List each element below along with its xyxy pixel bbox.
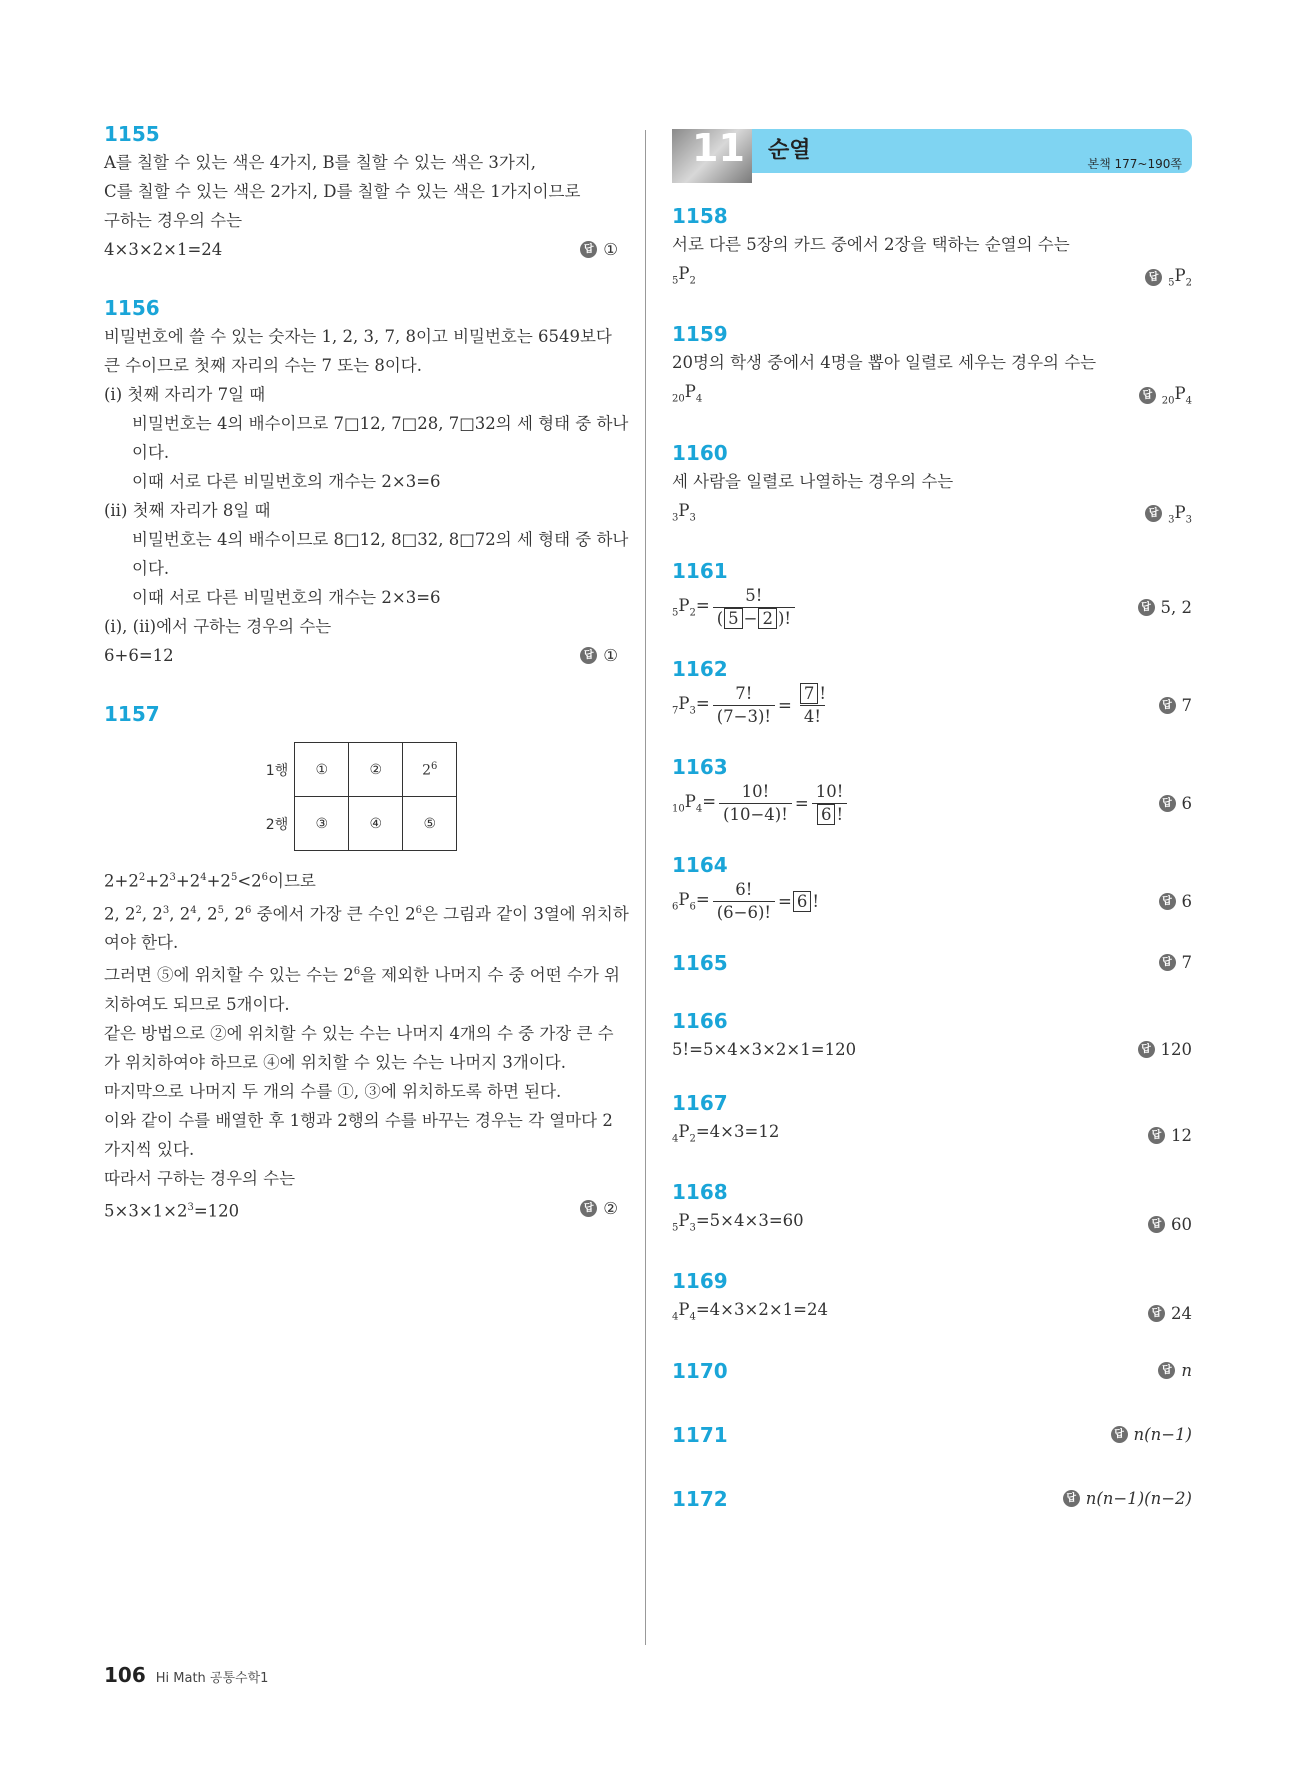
- answer: [1148, 1126, 1192, 1145]
- perm-r: 3: [689, 511, 696, 523]
- answer-badge-icon: 답: [1138, 599, 1155, 616]
- answer-value: 7: [1181, 695, 1192, 715]
- answer-badge-icon: 답: [580, 241, 597, 258]
- text-line: 이때 서로 다른 비밀번호의 개수는 2×3=6: [132, 472, 441, 491]
- formula: $_7P_3=$ $\frac{7!}{(7-3)!}$ = $\frac{7 !}{4!}$: [672, 683, 833, 728]
- problem-number: 1164: [672, 852, 728, 877]
- problem-1162: [672, 655, 1192, 728]
- fraction: [812, 781, 848, 826]
- answer-value: n(n−1)(n−2): [1085, 1489, 1192, 1509]
- formula-rest: =5×4×3=60: [695, 1211, 804, 1231]
- answer: [580, 1199, 618, 1218]
- text-line: A를 칠할 수 있는 색은 4가지, B를 칠할 수 있는 색은 3가지,: [104, 153, 536, 172]
- denominator: 6 !: [812, 803, 847, 826]
- denominator: 4!: [800, 705, 825, 728]
- perm-r: 2: [1185, 277, 1192, 289]
- text-line: 큰 수이므로 첫째 자리의 수는 7 또는 8이다.: [104, 356, 422, 375]
- perm-n: 20: [672, 393, 685, 405]
- problem-number: 1162: [672, 656, 728, 681]
- page-footer: [104, 1663, 268, 1687]
- answer-value: ②: [603, 1199, 618, 1219]
- text-line: (ⅰ), (ⅱ)에서 구하는 경우의 수는: [104, 617, 332, 636]
- problem-1166: [672, 1007, 1192, 1064]
- fraction: [713, 879, 775, 924]
- text-line: 그러면 ⑤에 위치할 수 있는 수는 $2^6$을 제외한 나머지 수 중 어떤 수가 위: [104, 965, 620, 985]
- text-line: C를 칠할 수 있는 색은 2가지, D를 칠할 수 있는 색은 1가지이므로: [104, 182, 581, 201]
- problem-number: 1168: [672, 1180, 728, 1205]
- answer: [1159, 794, 1193, 813]
- problem-1157: [104, 700, 629, 1225]
- answer: [1138, 1040, 1193, 1059]
- text-line: 가지씩 있다.: [104, 1139, 195, 1159]
- left-column: [104, 120, 629, 1255]
- perm-n: 6: [672, 901, 679, 913]
- problem-1164: [672, 851, 1192, 924]
- perm-r: 4: [689, 1311, 696, 1323]
- problem-number: 1159: [672, 322, 728, 347]
- problem-1171: [672, 1421, 1192, 1449]
- problem-number: 1157: [104, 702, 160, 726]
- perm-r: 4: [695, 393, 703, 405]
- perm-r: 4: [1185, 395, 1192, 407]
- answer: [1158, 1361, 1192, 1380]
- answer: 답 $_5P_2$: [1145, 266, 1192, 288]
- formula: $_{10}P_4=$ $\frac{10!}{(10-4)!}$ = $\frac{10!}{6 !}$: [672, 781, 850, 826]
- denominator: (7−3)!: [713, 705, 775, 728]
- text-run: 은 그림과 같이 3열에 위치하: [422, 904, 629, 923]
- answer-badge-icon: 답: [580, 647, 597, 664]
- formula: $_3P_3$: [672, 500, 696, 523]
- numerator: 5!: [745, 585, 763, 605]
- perm-r: 6: [689, 901, 696, 913]
- problem-1161: [672, 557, 1192, 630]
- answer-value: n: [1181, 1361, 1192, 1381]
- problem-1163: [672, 753, 1192, 826]
- text-line: 여야 한다.: [104, 933, 179, 952]
- formula: $_4P_4=4\times 3\times 2\times 1=24$: [672, 1300, 828, 1323]
- problem-number: 1160: [672, 440, 728, 465]
- text-line: 세 사람을 일렬로 나열하는 경우의 수는: [672, 471, 954, 491]
- inequality-line: $2+2^2+2^3+2^4+2^5<2^6$이므로: [104, 871, 316, 891]
- formula-exponent: 3: [187, 1201, 194, 1213]
- problem-1170: [672, 1357, 1192, 1385]
- perm-n: 3: [672, 511, 679, 523]
- problem-1158: [672, 202, 1192, 295]
- answer-badge-icon: 답: [1159, 893, 1176, 910]
- perm-n: 4: [672, 1133, 679, 1145]
- formula: 5!=5×4×3×2×1=120: [672, 1039, 857, 1059]
- perm-n: 20: [1161, 395, 1175, 407]
- problem-number: 1170: [672, 1358, 728, 1383]
- problem-number: 1172: [672, 1486, 728, 1511]
- answer: [1159, 696, 1193, 715]
- answer-badge-icon: 답: [580, 1200, 597, 1217]
- answer-badge-icon: 답: [1159, 795, 1176, 812]
- formula: $_5P_2=$ $\frac{5!}{( 5 - 2 )!}$: [672, 585, 798, 630]
- problem-number: 1155: [104, 122, 160, 146]
- numerator: 7!: [735, 683, 753, 703]
- problem-1159: [672, 320, 1192, 413]
- denominator: (10−4)!: [719, 803, 792, 826]
- answer: [1159, 953, 1193, 972]
- perm-r: 2: [689, 275, 696, 287]
- grid-cell: ④: [349, 797, 403, 851]
- answer-value: 120: [1160, 1039, 1192, 1059]
- text-line: 치하여도 되므로 5개이다.: [104, 994, 290, 1014]
- answer-badge-icon: 답: [1158, 1362, 1175, 1379]
- problem-number: 1166: [672, 1008, 728, 1033]
- problem-number: 1167: [672, 1090, 728, 1115]
- arrangement-grid: [265, 742, 457, 851]
- answer-badge-icon: 답: [1148, 1127, 1165, 1144]
- problem-1167: [672, 1089, 1192, 1153]
- text-line: 이때 서로 다른 비밀번호의 개수는 2×3=6: [132, 588, 441, 607]
- answer-badge-icon: 답: [1159, 697, 1176, 714]
- answer-badge-icon: 답: [1145, 505, 1162, 522]
- answer-value: 12: [1171, 1125, 1192, 1145]
- chapter-number: 11: [692, 126, 745, 170]
- text-run: 을 제외한 나머지 수 중 어떤 수가 위: [360, 965, 620, 985]
- chapter-header: [672, 120, 1192, 174]
- problem-1165: [672, 949, 1192, 977]
- perm-r: 3: [689, 705, 696, 717]
- formula-part: =120: [193, 1201, 240, 1220]
- problem-number: 1169: [672, 1269, 728, 1294]
- answer: [580, 240, 618, 259]
- problem-number: 1165: [672, 950, 728, 975]
- row-label: 1행: [265, 762, 289, 779]
- numerator: 10!: [815, 781, 844, 801]
- text-line: 마지막으로 나머지 두 개의 수를 ①, ③에 위치하도록 하면 된다.: [104, 1081, 562, 1101]
- problem-1160: [672, 439, 1192, 532]
- problem-1156: [104, 294, 629, 670]
- denominator: ( 5 − 2 )!: [713, 607, 795, 630]
- text-line: 따라서 구하는 경우의 수는: [104, 1168, 296, 1188]
- perm-r: 3: [1185, 513, 1192, 525]
- perm-r: 3: [689, 1222, 696, 1234]
- blank-box: 6: [817, 804, 836, 825]
- answer-value: ①: [603, 646, 618, 665]
- answer-value: n(n−1): [1133, 1425, 1192, 1445]
- perm-r: 4: [695, 803, 703, 815]
- text-line: 비밀번호는 4의 배수이므로 8□12, 8□32, 8□72의 세 형태 중 하나: [132, 530, 629, 549]
- fraction: [713, 585, 795, 630]
- perm-r: 2: [689, 1133, 696, 1145]
- answer: [1148, 1215, 1192, 1234]
- problem-1155: [104, 120, 618, 264]
- problem-number: 1171: [672, 1422, 728, 1447]
- answer-badge-icon: 답: [1148, 1305, 1165, 1322]
- text-line: 20명의 학생 중에서 4명을 뽑아 일렬로 세우는 경우의 수는: [672, 353, 1097, 373]
- cell-base: 2: [422, 762, 431, 779]
- numerator: 7 !: [795, 683, 830, 705]
- problem-number: 1163: [672, 754, 728, 779]
- formula: $_4P_2=4\times 3=12$: [672, 1121, 780, 1145]
- answer: [1111, 1425, 1192, 1444]
- text-line: 같은 방법으로 ②에 위치할 수 있는 수는 나머지 4개의 수 중 가장 큰 수: [104, 1023, 614, 1043]
- text-line: 이다.: [132, 559, 170, 578]
- answer-value: 6: [1181, 891, 1192, 911]
- formula-part: 5×3×1×2: [104, 1201, 188, 1220]
- formula: 4×3×2×1=24: [104, 240, 223, 259]
- answer: 답 $_{20}P_4$: [1139, 384, 1192, 406]
- page-number: 106: [104, 1663, 146, 1687]
- answer: [580, 646, 618, 665]
- right-column: [672, 120, 1192, 1538]
- text-run: 중에서 가장 큰 수인 2: [256, 904, 416, 923]
- answer-value: 7: [1181, 953, 1192, 973]
- numerator: 6!: [735, 879, 753, 899]
- perm-n: 10: [672, 803, 685, 815]
- answer-value: 6: [1181, 793, 1192, 813]
- grid-cell: ⑤: [403, 797, 457, 851]
- text-run: 그러면 ⑤에 위치할 수 있는 수는 2: [104, 965, 354, 985]
- problem-number: 1161: [672, 558, 728, 583]
- blank-box: 6: [793, 891, 812, 912]
- answer-value: 24: [1171, 1304, 1192, 1324]
- answer: [1063, 1489, 1192, 1508]
- answer-value: 5, 2: [1160, 597, 1192, 617]
- perm-n: 5: [672, 1222, 679, 1234]
- problem-1169: [672, 1267, 1192, 1331]
- text-line: (ⅰ) 첫째 자리가 7일 때: [104, 385, 266, 404]
- problem-number: 1158: [672, 204, 728, 228]
- formula-rest: =4×3=12: [695, 1121, 780, 1141]
- chapter-pages: 본책 177~190쪽: [1087, 157, 1182, 171]
- text-line: 가 위치하여야 하므로 ④에 위치할 수 있는 수는 나머지 3개이다.: [104, 1052, 566, 1072]
- perm-n: 3: [1168, 513, 1175, 525]
- answer-badge-icon: 답: [1145, 269, 1162, 286]
- numerator: 10!: [741, 781, 770, 801]
- answer-value: 60: [1171, 1214, 1192, 1234]
- answer-badge-icon: 답: [1111, 1426, 1128, 1443]
- formula: [104, 1193, 239, 1226]
- text-line: 구하는 경우의 수는: [104, 211, 243, 230]
- text-line: 이다.: [132, 443, 170, 462]
- text-line: 이와 같이 수를 배열한 후 1행과 2행의 수를 바꾸는 경우는 각 열마다 2: [104, 1110, 613, 1130]
- grid-cell: ③: [295, 797, 349, 851]
- cell-exponent: 6: [430, 760, 438, 772]
- grid-cell: ②: [349, 743, 403, 797]
- answer: [1138, 598, 1193, 617]
- perm-n: 5: [672, 607, 679, 619]
- text-line: 2, $2^2$, $2^3$, $2^4$, $2^5$, $2^6$ 중에서 가장 큰 수인 $2^6$은 그림과 같이 3열에 위치하: [104, 904, 629, 923]
- answer-badge-icon: 답: [1138, 1041, 1155, 1058]
- grid-figure: [104, 742, 618, 851]
- formula: 6+6=12: [104, 646, 174, 665]
- fraction: [795, 683, 830, 728]
- formula: $_5P_2$: [672, 264, 696, 287]
- answer: [1148, 1304, 1192, 1323]
- text-run: 이므로: [268, 871, 316, 891]
- formula: $_5P_3=5\times 4\times 3=60$: [672, 1211, 804, 1234]
- formula: $_6P_6=$ $\frac{6!}{(6-6)!}$ = 6 !: [672, 879, 819, 922]
- blank-box: 7: [800, 683, 819, 704]
- formula: $_{20}P_4$: [672, 382, 703, 405]
- problem-1168: [672, 1178, 1192, 1242]
- blank-box: 2: [758, 608, 777, 629]
- grid-cell: ①: [295, 743, 349, 797]
- column-divider: [645, 130, 646, 1645]
- perm-n: 4: [672, 1311, 679, 1323]
- denominator: (6−6)!: [713, 901, 775, 924]
- text-line: 서로 다른 5장의 카드 중에서 2장을 택하는 순열의 수는: [672, 235, 1070, 254]
- row-label: 2행: [265, 816, 289, 833]
- answer-badge-icon: 답: [1139, 387, 1156, 404]
- perm-n: 5: [672, 275, 679, 287]
- answer: [1159, 892, 1193, 911]
- answer-value: ①: [603, 240, 618, 259]
- perm-n: 7: [672, 705, 679, 717]
- text-line: 비밀번호에 쓸 수 있는 숫자는 1, 2, 3, 7, 8이고 비밀번호는 6549보다: [104, 327, 612, 346]
- formula-rest: =4×3×2×1=24: [695, 1300, 828, 1320]
- perm-r: 2: [689, 607, 696, 619]
- answer-badge-icon: 답: [1063, 1490, 1080, 1507]
- text-line: (ⅱ) 첫째 자리가 8일 때: [104, 501, 271, 520]
- grid-cell: [403, 743, 457, 797]
- book-title: Hi Math 공통수학1: [155, 1671, 269, 1686]
- fraction: [719, 781, 792, 826]
- chapter-title: 순열: [768, 138, 811, 163]
- problem-number: 1156: [104, 296, 160, 320]
- problem-1172: [672, 1485, 1192, 1513]
- blank-box: 5: [724, 608, 743, 629]
- answer-badge-icon: 답: [1148, 1216, 1165, 1233]
- answer: 답 $_3P_3$: [1145, 503, 1192, 525]
- answer-badge-icon: 답: [1159, 954, 1176, 971]
- perm-n: 5: [1168, 277, 1175, 289]
- text-line: 비밀번호는 4의 배수이므로 7□12, 7□28, 7□32의 세 형태 중 하나: [132, 414, 629, 433]
- fraction: [713, 683, 775, 728]
